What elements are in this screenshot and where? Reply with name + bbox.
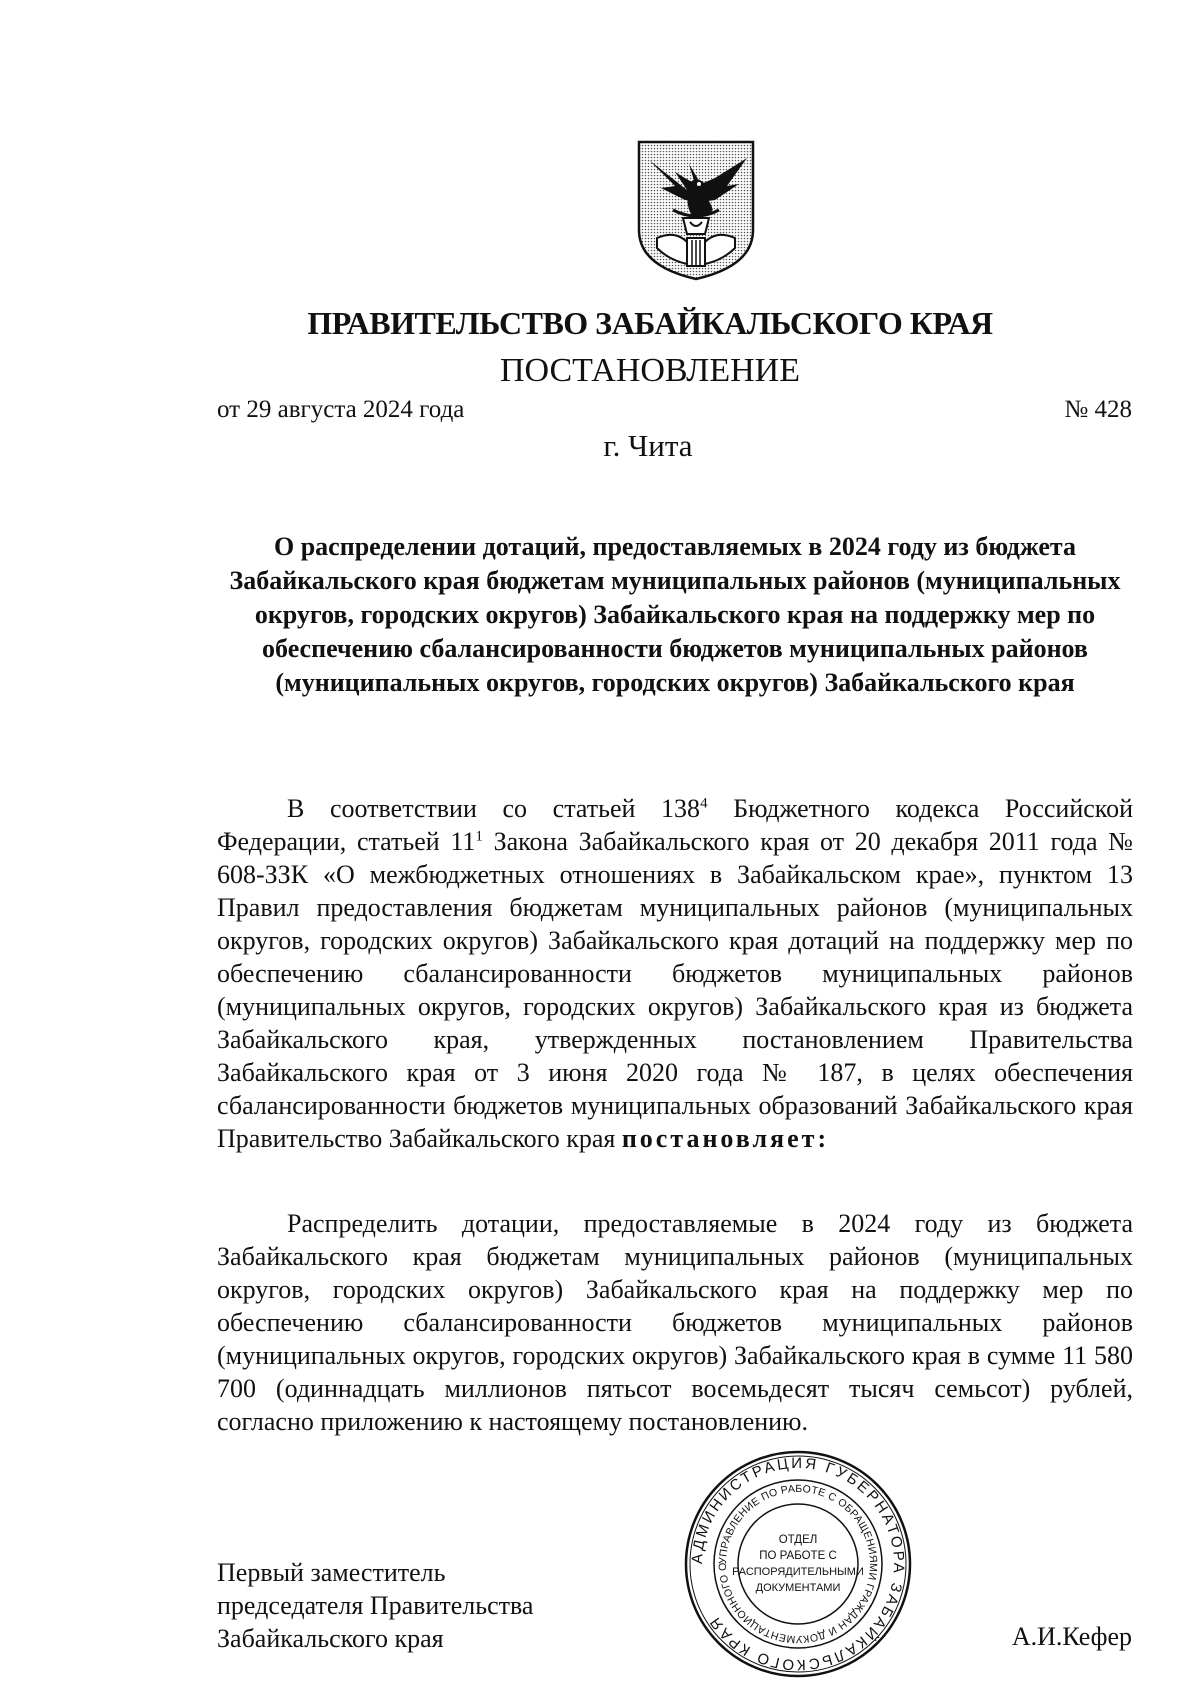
- superscript-article-law: 1: [475, 828, 483, 845]
- resolves-colon: :: [817, 1124, 830, 1153]
- stamp-center-line: РАСПОРЯДИТЕЛЬНЫМИ: [732, 1566, 864, 1578]
- signer-title-line: председателя Правительства: [217, 1591, 534, 1620]
- document-subject: О распределении дотаций, предоставляемых в 2024 году из бюджета Забайкальского края бюджетам муниципальных районов (муниципальных округов, городских округов) Забайкальского края на поддержку мер по обеспечению сбалансированности бюджетов муниципальных районов (муниципальных округов, городских округов) Забайкальского края: [229, 532, 1121, 697]
- coat-of-arms-emblem: [635, 138, 757, 283]
- superscript-article: 4: [700, 795, 708, 812]
- preamble-text-b: Бюджетного кодекса Российской Федерации, статьей 11: [217, 794, 1133, 856]
- resolves-keyword: постановляет: [621, 1124, 818, 1153]
- signer-name: А.И.Кефер: [1011, 1622, 1132, 1651]
- stamp-center-line: ОТДЕЛ: [778, 1534, 818, 1546]
- document-number: № 428: [1064, 396, 1132, 423]
- signer-title-line: Забайкальского края: [217, 1624, 444, 1653]
- stamp-inner-ring-text: УПРАВЛЕНИЕ ПО РАБОТЕ С ОБРАЩЕНИЯМИ ГРАЖДАН И ДОКУМЕНТАЦИОННОГО О: [716, 1482, 880, 1646]
- stamp-center-line: ДОКУМЕНТАМИ: [755, 1582, 841, 1594]
- government-title: ПРАВИТЕЛЬСТВО ЗАБАЙКАЛЬСКОГО КРАЯ: [307, 305, 993, 341]
- preamble-paragraph: [217, 792, 1133, 1155]
- operative-paragraph: Распределить дотации, предоставляемые в 2024 году из бюджета Забайкальского края бюджетам муниципальных районов (муниципальных округов, городских округов) Забайкальского края на поддержку мер по обеспечению сбалансированности бюджетов муниципальных районов (муниципальных округов, городских округов) Забайкальского края в сумме 11 580 700 (одиннадцать миллионов пятьсот восемьдесят тысяч семьсот) рублей, согласно приложению к настоящему постановлению.: [217, 1209, 1133, 1436]
- preamble-text-a: В соответствии со статьей 138: [287, 794, 701, 823]
- document-city: г. Чита: [603, 428, 693, 463]
- document-date: от 29 августа 2024 года: [217, 396, 465, 423]
- official-stamp: [682, 1448, 914, 1680]
- stamp-outer-ring-text: АДМИНИСТРАЦИЯ ГУБЕРНАТОРА ЗАБАЙКАЛЬСКОГО КРАЯ: [688, 1454, 908, 1674]
- signer-title: [217, 1556, 533, 1655]
- signer-title-line: Первый заместитель: [217, 1558, 446, 1587]
- preamble-text-c: Закона Забайкальского края от 20 декабря 2011 года № 608-ЗЗК «О межбюджетных отношениях в Забайкальском крае», пунктом 13 Правил предоставления бюджетам муниципальных районов (муниципальных округов, городских округов) Забайкальского края дотаций на поддержку мер по обеспечению сбалансированности бюджетов муниципальных районов (муниципальных округов, городских округов) Забайкальского края из бюджета Забайкальского края, утвержденных постановлением Правительства Забайкальского края от 3 июня 2020 года № 187, в целях обеспечения сбалансированности бюджетов муниципальных образований Забайкальского края Правительство Забайкальского края: [217, 827, 1133, 1153]
- document-type: ПОСТАНОВЛЕНИЕ: [499, 352, 801, 389]
- stamp-center-line: ПО РАБОТЕ С: [759, 1550, 837, 1562]
